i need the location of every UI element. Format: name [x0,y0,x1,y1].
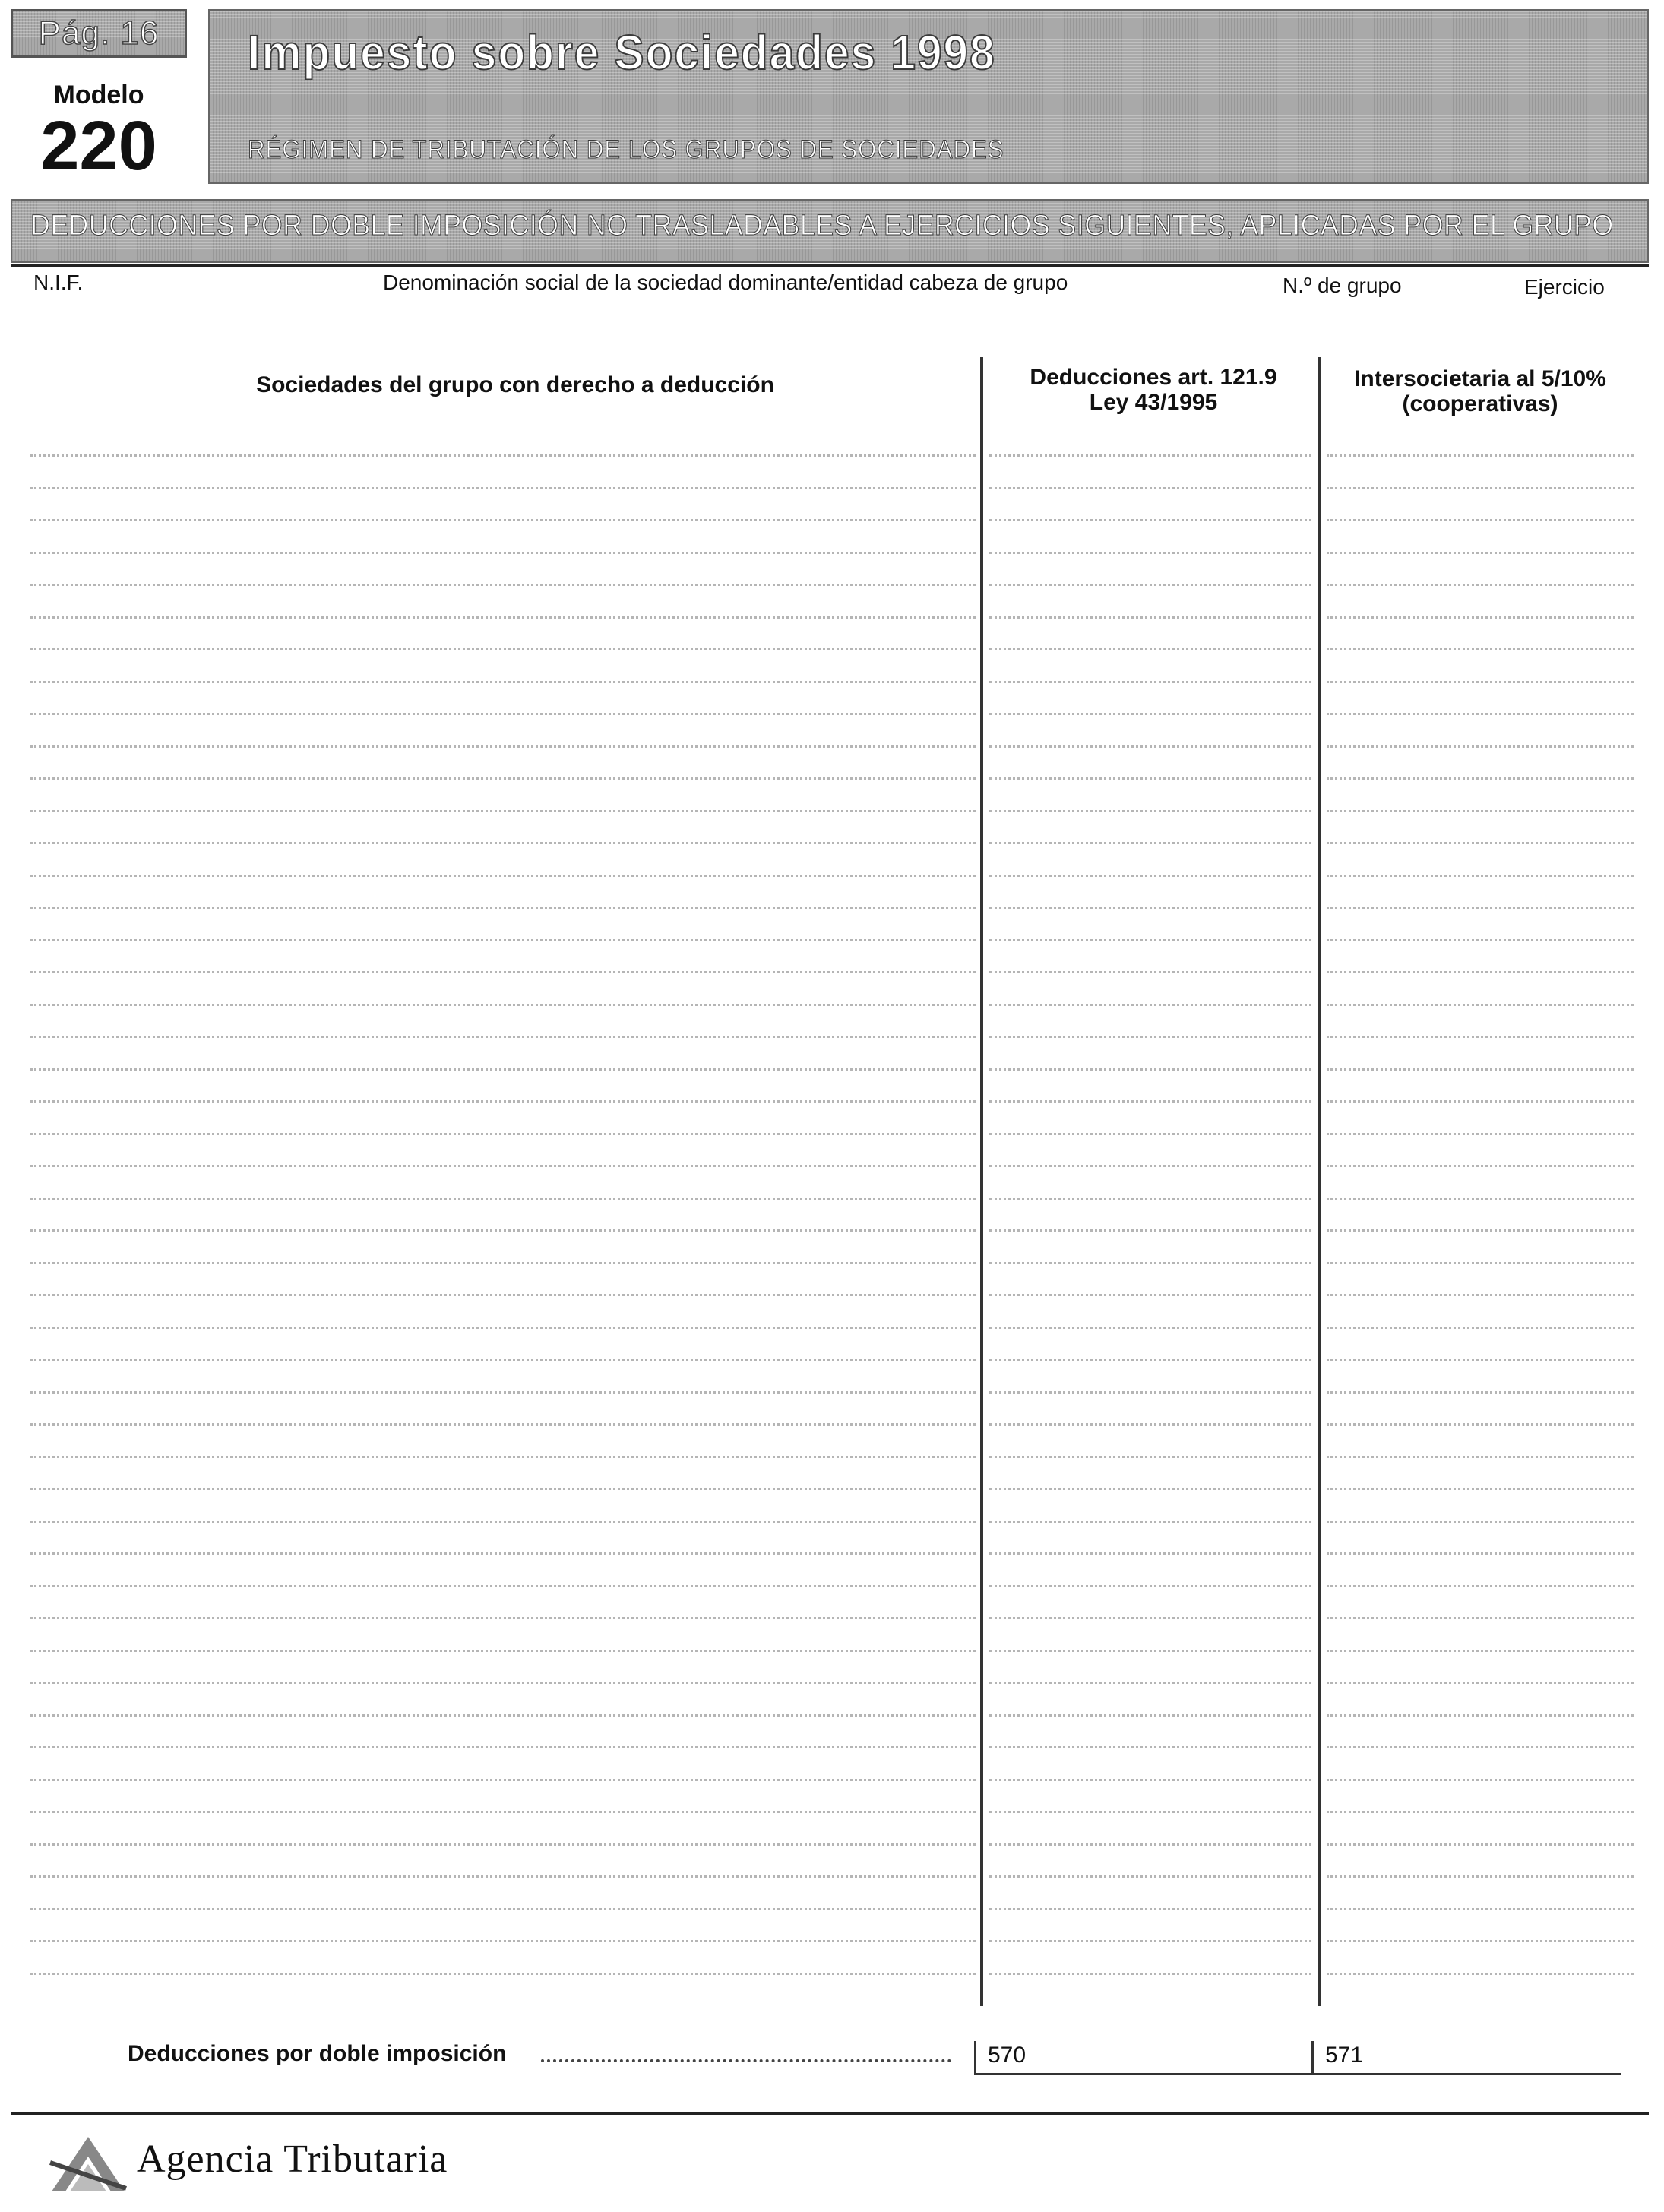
entry-row-col3[interactable] [1327,1746,1634,1748]
entry-row-col3[interactable] [1327,875,1634,877]
entry-row-col2[interactable] [989,1068,1311,1071]
fiscal-year-field[interactable]: Ejercicio [1524,275,1605,299]
entry-row-col3[interactable] [1327,1521,1634,1523]
entry-row-col1[interactable] [30,454,976,457]
totals-label: Deducciones por doble imposición [128,2041,507,2066]
entry-row-col3[interactable] [1327,1294,1634,1296]
entry-row-col1[interactable] [30,681,976,683]
entry-row-col1[interactable] [30,875,976,877]
entry-row-col3[interactable] [1327,1100,1634,1103]
entry-row-col2[interactable] [989,1521,1311,1523]
entry-row-col2[interactable] [989,1100,1311,1103]
entry-row-col3[interactable] [1327,1262,1634,1264]
modelo-label: Modelo [53,81,144,109]
entry-row-col2[interactable] [989,1036,1311,1038]
entry-row-col1[interactable] [30,616,976,619]
entry-row-col2[interactable] [989,616,1311,619]
entry-row-col3[interactable] [1327,1133,1634,1135]
entry-row-col1[interactable] [30,1133,976,1135]
entry-row-col1[interactable] [30,1779,976,1781]
entry-row-col1[interactable] [30,1908,976,1910]
box-571-number: 571 [1325,2043,1364,2068]
entry-row-col2[interactable] [989,1682,1311,1684]
entry-row-col1[interactable] [30,1521,976,1523]
section-title: DEDUCCIONES POR DOBLE IMPOSICIÓN NO TRASLADABLES A EJERCICIOS SIGUIENTES, APLICADAS POR EL GRUPO [30,210,1614,242]
entry-row-col2[interactable] [989,1262,1311,1264]
entry-row-col1[interactable] [30,1843,976,1846]
column-header-intersocietaria: Intersocietaria al 5/10% (cooperativas) [1354,366,1606,416]
entry-row-col3[interactable] [1327,907,1634,909]
entry-row-col3[interactable] [1327,1779,1634,1781]
entry-row-col1[interactable] [30,1488,976,1490]
entry-row-col3[interactable] [1327,1552,1634,1555]
entry-row-col3[interactable] [1327,1973,1634,1975]
entry-row-col2[interactable] [989,1843,1311,1846]
entry-row-col2[interactable] [989,1746,1311,1748]
entry-row-col3[interactable] [1327,1940,1634,1942]
entry-row-col3[interactable] [1327,1908,1634,1910]
entry-row-col3[interactable] [1327,939,1634,941]
entry-row-col3[interactable] [1327,1036,1634,1038]
entry-row-col2[interactable] [989,519,1311,521]
entry-row-col2[interactable] [989,842,1311,844]
entry-row-col3[interactable] [1327,1650,1634,1652]
entry-row-col2[interactable] [989,1779,1311,1781]
entry-row-col3[interactable] [1327,1811,1634,1813]
entry-row-col2[interactable] [989,1359,1311,1361]
entry-row-col3[interactable] [1327,648,1634,650]
box-571-input[interactable] [1311,2073,1621,2075]
box-570-tick [974,2041,976,2073]
entry-row-col3[interactable] [1327,584,1634,586]
entry-row-col1[interactable] [30,1456,976,1458]
nif-field[interactable]: N.I.F. [33,271,84,294]
entry-row-col3[interactable] [1327,454,1634,457]
entry-row-col2[interactable] [989,1650,1311,1652]
entry-row-col1[interactable] [30,1650,976,1652]
entry-row-col1[interactable] [30,939,976,941]
entry-row-col2[interactable] [989,584,1311,586]
totals-leader-dots [541,2059,951,2062]
agency-name: Agencia Tributaria [137,2138,448,2181]
entry-row-col2[interactable] [989,1908,1311,1910]
entry-row-col1[interactable] [30,810,976,812]
entry-row-col1[interactable] [30,648,976,650]
entry-row-col1[interactable] [30,1391,976,1394]
entry-row-col3[interactable] [1327,1423,1634,1426]
entry-row-col1[interactable] [30,971,976,973]
entry-row-col1[interactable] [30,1068,976,1071]
entry-row-col3[interactable] [1327,1198,1634,1200]
entry-row-col1[interactable] [30,1327,976,1329]
form-title: Impuesto sobre Sociedades 1998 [248,25,996,80]
entry-row-col3[interactable] [1327,1165,1634,1167]
entry-row-col2[interactable] [989,1488,1311,1490]
entry-row-col2[interactable] [989,907,1311,909]
box-570-number: 570 [988,2043,1027,2068]
entry-row-col1[interactable] [30,1811,976,1813]
entry-row-col2[interactable] [989,745,1311,748]
entry-row-col1[interactable] [30,1714,976,1717]
entry-row-col2[interactable] [989,1423,1311,1426]
entry-row-col3[interactable] [1327,1327,1634,1329]
entry-row-col1[interactable] [30,1262,976,1264]
entry-row-col3[interactable] [1327,1456,1634,1458]
entry-row-col1[interactable] [30,487,976,489]
entry-row-col2[interactable] [989,1456,1311,1458]
entry-row-col2[interactable] [989,1165,1311,1167]
entry-row-col3[interactable] [1327,1875,1634,1878]
entry-row-col3[interactable] [1327,1714,1634,1717]
column-header-art-121: Deducciones art. 121.9 Ley 43/1995 [1030,365,1277,415]
entry-row-col2[interactable] [989,1133,1311,1135]
entry-row-col3[interactable] [1327,1391,1634,1394]
box-571-tick [1311,2041,1314,2073]
entry-row-col3[interactable] [1327,842,1634,844]
entry-row-col3[interactable] [1327,519,1634,521]
entry-row-col2[interactable] [989,1198,1311,1200]
entry-row-col1[interactable] [30,1940,976,1942]
entry-row-col2[interactable] [989,1552,1311,1555]
entry-row-col3[interactable] [1327,1004,1634,1006]
entry-row-col3[interactable] [1327,616,1634,619]
entry-row-col1[interactable] [30,1294,976,1296]
group-number-field[interactable]: N.º de grupo [1283,274,1402,297]
footer-rule [11,2112,1649,2115]
entry-row-col1[interactable] [30,1036,976,1038]
entry-row-col2[interactable] [989,1714,1311,1717]
entry-row-col3[interactable] [1327,487,1634,489]
entry-row-col2[interactable] [989,971,1311,973]
entry-row-col2[interactable] [989,713,1311,715]
entry-row-col2[interactable] [989,487,1311,489]
form-subtitle: RÉGIMEN DE TRIBUTACIÓN DE LOS GRUPOS DE SOCIEDADES [248,135,1004,164]
entry-row-col3[interactable] [1327,1068,1634,1071]
entry-row-col3[interactable] [1327,777,1634,780]
entry-row-col2[interactable] [989,1294,1311,1296]
entry-row-col2[interactable] [989,810,1311,812]
entry-row-col2[interactable] [989,1229,1311,1232]
entry-row-col3[interactable] [1327,1229,1634,1232]
entry-row-col3[interactable] [1327,810,1634,812]
entry-row-col2[interactable] [989,552,1311,554]
page-label: Pág. 16 [38,14,160,52]
entry-row-col2[interactable] [989,875,1311,877]
entry-row-col2[interactable] [989,1585,1311,1587]
entry-row-col1[interactable] [30,1165,976,1167]
entry-row-col1[interactable] [30,713,976,715]
entry-row-col2[interactable] [989,777,1311,780]
company-name-field[interactable]: Denominación social de la sociedad dominante/entidad cabeza de grupo [383,271,1068,294]
entry-row-col3[interactable] [1327,1843,1634,1846]
entry-row-col1[interactable] [30,1359,976,1361]
entry-row-col1[interactable] [30,1617,976,1619]
entry-row-col1[interactable] [30,552,976,554]
box-570-input[interactable] [974,2073,1313,2075]
entry-row-col3[interactable] [1327,1585,1634,1587]
entry-row-col2[interactable] [989,1327,1311,1329]
entry-row-col1[interactable] [30,1682,976,1684]
entry-row-col3[interactable] [1327,1682,1634,1684]
entry-row-col3[interactable] [1327,1617,1634,1619]
modelo-number: 220 [40,107,157,185]
entry-row-col1[interactable] [30,519,976,521]
entry-row-col1[interactable] [30,842,976,844]
identification-top-rule [11,264,1649,267]
entry-row-col1[interactable] [30,745,976,748]
entry-row-col1[interactable] [30,777,976,780]
entry-row-col1[interactable] [30,1198,976,1200]
entry-row-col2[interactable] [989,1875,1311,1878]
entry-row-col3[interactable] [1327,713,1634,715]
entry-row-col3[interactable] [1327,552,1634,554]
entry-row-col1[interactable] [30,1875,976,1878]
entry-row-col1[interactable] [30,1423,976,1426]
entry-row-col2[interactable] [989,681,1311,683]
entry-row-col2[interactable] [989,939,1311,941]
entry-row-col2[interactable] [989,1617,1311,1619]
entry-row-col2[interactable] [989,648,1311,650]
entry-row-col2[interactable] [989,454,1311,457]
entry-row-col1[interactable] [30,1585,976,1587]
entry-row-col1[interactable] [30,1229,976,1232]
entry-row-col2[interactable] [989,1811,1311,1813]
column-header-companies: Sociedades del grupo con derecho a deducción [256,372,774,397]
entry-row-col1[interactable] [30,1100,976,1103]
entry-row-col1[interactable] [30,1552,976,1555]
entry-row-col2[interactable] [989,1973,1311,1975]
entry-row-col1[interactable] [30,1004,976,1006]
entry-row-col1[interactable] [30,1746,976,1748]
entry-row-col2[interactable] [989,1940,1311,1942]
agencia-tributaria-logo-icon [47,2132,129,2196]
entry-rows [30,454,1634,1997]
entry-row-col3[interactable] [1327,971,1634,973]
entry-row-col3[interactable] [1327,745,1634,748]
entry-row-col2[interactable] [989,1391,1311,1394]
entry-row-col1[interactable] [30,1973,976,1975]
entry-row-col1[interactable] [30,584,976,586]
entry-row-col3[interactable] [1327,1488,1634,1490]
entry-row-col3[interactable] [1327,1359,1634,1361]
entry-row-col3[interactable] [1327,681,1634,683]
entry-row-col1[interactable] [30,907,976,909]
entry-row-col2[interactable] [989,1004,1311,1006]
